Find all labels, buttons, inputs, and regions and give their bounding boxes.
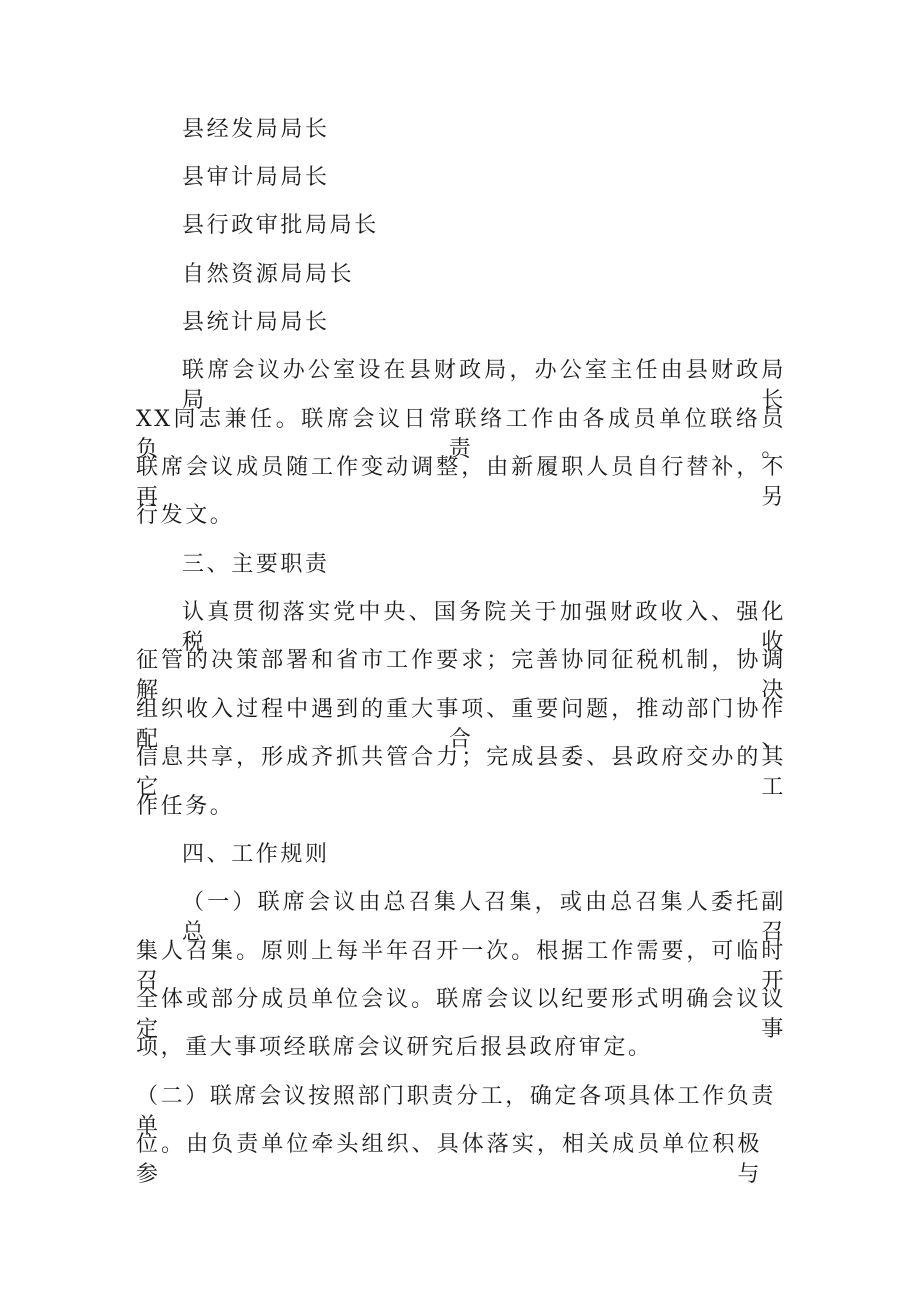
duties-paragraph-line-4: 信息共享，形成齐抓共管合力；完成县委、县政府交办的其它工	[136, 745, 786, 800]
member-line-audit-bureau: 县审计局局长	[182, 165, 330, 190]
rule-one-line-4: 项，重大事项经联席会议研究后报县政府审定。	[136, 1035, 653, 1060]
office-paragraph-line-3: 联席会议成员随工作变动调整，由新履职人员自行替补，不再另	[136, 455, 786, 510]
office-paragraph-line-2: XX同志兼任。联席会议日常联络工作由各成员单位联络员负责。	[136, 407, 786, 462]
section-heading-main-duties: 三、主要职责	[182, 552, 330, 577]
member-line-natural-resources-bureau: 自然资源局局长	[182, 262, 355, 287]
rule-one-line-1: （一）联席会议由总召集人召集，或由总召集人委托副总召	[182, 890, 786, 945]
duties-paragraph-line-5: 作任务。	[136, 794, 235, 819]
member-line-statistics-bureau: 县统计局局长	[182, 310, 330, 335]
rule-one-line-3: 全体或部分成员单位会议。联席会议以纪要形式明确会议议定事	[136, 987, 786, 1042]
duties-paragraph-line-1: 认真贯彻落实党中央、国务院关于加强财政收入、强化税收	[182, 600, 786, 655]
office-paragraph-line-4: 行发文。	[136, 503, 235, 528]
duties-paragraph-line-2: 征管的决策部署和省市工作要求；完善协同征税机制，协调解决	[136, 648, 786, 703]
rule-one-line-2: 集人召集。原则上每半年召开一次。根据工作需要，可临时召开	[136, 939, 786, 994]
member-line-economic-bureau: 县经发局局长	[182, 117, 330, 142]
member-line-admin-approval-bureau: 县行政审批局局长	[182, 213, 379, 238]
office-paragraph-line-1: 联席会议办公室设在县财政局，办公室主任由县财政局局长	[182, 358, 786, 413]
rule-two-line-1: （二）联席会议按照部门职责分工，确定各项具体工作负责单	[136, 1084, 776, 1139]
section-heading-work-rules: 四、工作规则	[182, 842, 330, 867]
rule-two-line-2: 位。由负责单位牵头组织、具体落实，相关成员单位积极参与	[136, 1132, 762, 1187]
duties-paragraph-line-3: 组织收入过程中遇到的重大事项、重要问题，推动部门协作配合、	[136, 697, 786, 752]
